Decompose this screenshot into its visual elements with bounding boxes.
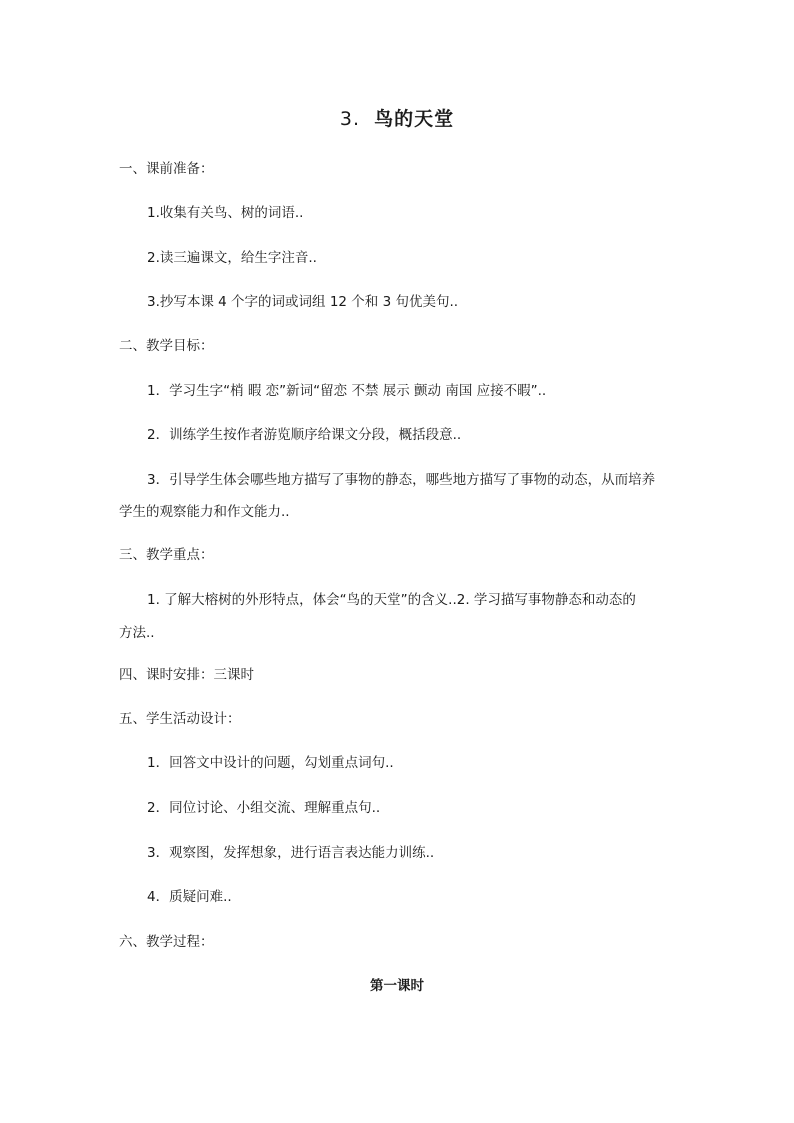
section-3-item-1-cont: 方法.. [119,625,155,641]
section-2-item-3-cont: 学生的观察能力和作文能力.. [119,504,290,520]
section-heading-5: 五、学生活动设计： [119,711,241,727]
section-heading-1: 一、课前准备： [119,161,214,177]
section-3-item-1: 1. 了解大榕树的外形特点，体会“鸟的天堂”的含义..2. 学习描写事物静态和动态的 [147,592,636,608]
title-number: 3. [339,108,361,130]
section-heading-4: 四、课时安排：三课时 [119,667,254,683]
section-2-item-2: 2．训练学生按作者游览顺序给课文分段，概括段意.. [147,427,462,443]
section-5-item-3: 3．观察图，发挥想象，进行语言表达能力训练.. [147,845,435,861]
title-text: 鸟的天堂 [374,108,455,130]
page-title [0,104,794,131]
section-1-item-1: 1.收集有关鸟、树的词语.. [147,205,304,221]
section-1-item-2: 2.读三遍课文，给生字注音.. [147,250,317,266]
section-heading-2: 二、教学目标： [119,338,214,354]
section-1-item-3: 3.抄写本课 4 个字的词或词组 12 个和 3 句优美句.. [147,294,459,310]
section-5-item-4: 4．质疑问难.. [147,889,232,905]
section-2-item-1: 1．学习生字“梢 暇 恋”新词“留恋 不禁 展示 颤动 南国 应接不暇”.. [147,383,547,399]
section-2-item-3: 3．引导学生体会哪些地方描写了事物的静态，哪些地方描写了事物的动态，从而培养 [147,472,656,488]
lesson-subtitle: 第一课时 [370,978,424,994]
section-heading-6: 六、教学过程： [119,934,214,950]
section-heading-3: 三、教学重点： [119,547,214,563]
section-5-item-1: 1．回答文中设计的问题，勾划重点词句.. [147,755,394,771]
section-5-item-2: 2．同位讨论、小组交流、理解重点句.. [147,800,381,816]
